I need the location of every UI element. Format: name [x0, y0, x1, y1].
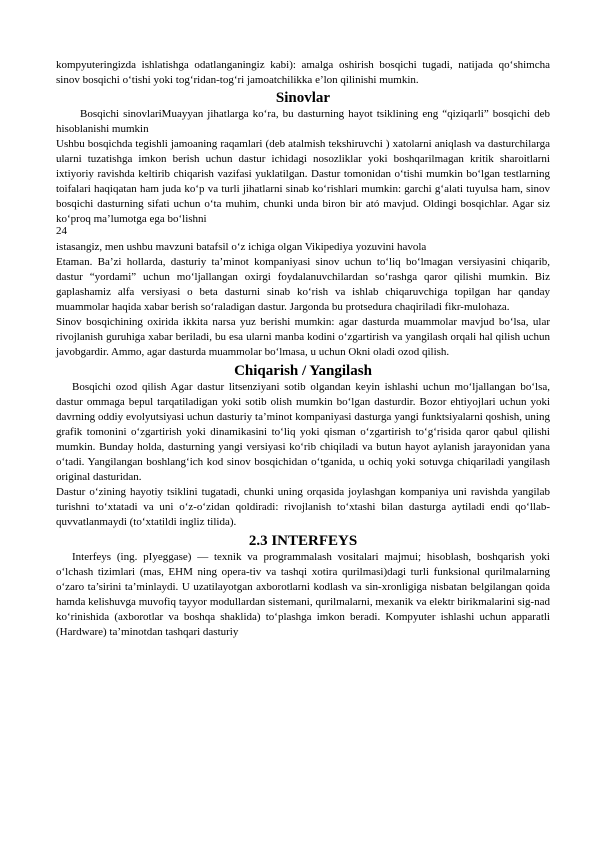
heading-chiqarish-yangilash: Chiqarish / Yangilash: [234, 363, 372, 379]
paragraph-sinov-oxirida: Sinov bosqichining oxirida ikkita narsa yuz berishi mumkin: agar dasturda muammolar mavjud bo‘lsa, ular rivojlanish guruhiga xabar beriladi, bu esa ularni manba kodini o‘zgartirish va yangilash orqali hal qilish uchun javobgardir. Ammo, agar dasturda muammolar bo‘lmasa, u uchun Okni oladi ozod qilish.: [56, 316, 550, 358]
page-number: 24: [56, 225, 67, 237]
document-page: [56, 58, 550, 640]
paragraph-interfeys: Interfeys (ing. pIyeggase) — texnik va programmalash vositalari majmui; hisoblash, boshqarish yoki o‘lchash tizimlari (mas, EHM ning opera-tiv va tashqi xotira qurilmasi)dagi turli funksional qurilmalarning o‘zaro ta’sirini ta’minlaydi. U uzatilayotgan axborotlarni kodlash va sin-xronligiga nisbatan belgilangan qoida hamda kelishuvga muvofiq tayyor modullardan sistemani, qurilmalarni, mexanik va elektr birikmalarini sig-nad ko‘rinishida (axborotlar va boshqa shaklida) to‘plashga imkon beradi. Kompyuter ishlashi uchun apparatli (Hardware) ta’minotdan tashqari dasturiy: [56, 551, 550, 638]
paragraph-ushbu-bosqichda: Ushbu bosqichda tegishli jamoaning raqamlari (deb atalmish tekshiruvchi ) xatolarni aniqlash va dasturchilarga ularni tuzatishga imkon berish uchun dastur ichidagi nosozliklar yoki boshqarilmagan kritik sharoitlarni ixtiyoriy ravishda keltirib chiqarish vazifasi yuklatilgan. Dastur tomonidan o‘tishi mumkin bo‘lgan testlarning toifalari haqiqatan ham juda ko‘p va turli jihatlarni sinab ko‘rishlari mumkin: garchi g‘alati tuyulsa ham, sinov bosqichi dasturning sifati uchun o‘ta muhim, chunki unda biron bir ató mavjud. Oldingi bosqichlar. Agar siz ko‘proq ma’lumotga ega bo‘lishni: [56, 138, 550, 225]
paragraph-etaman: Etaman. Ba’zi hollarda, dasturiy ta’minot kompaniyasi sinov uchun to‘liq bo‘lmagan versiyasini chiqarib, dastur “yordami” uchun mo‘ljallangan oxirgi foydalanuvchilardan so‘rashga qaror qilishi mumkin. Biz gaplashamiz alfa versiyasi o beta dasturni sinab ko‘rish va ishlab chiqaruvchiga topilgan har qanday muammolar haqida xabar berish so‘raladigan dastur. Jargonda bu protsedura chaqiriladi fikr-mulohaza.: [56, 256, 550, 313]
paragraph-bosqichi-sinovlari: Bosqichi sinovlariMuayyan jihatlarga ko‘ra, bu dasturning hayot tsiklining eng “qiziqarli” bosqichi deb hisoblanishi mumkin: [56, 108, 550, 135]
paragraph-intro: kompyuteringizda ishlatishga odatlanganingiz kabi): amalga oshirish bosqichi tugadi, natijada qo‘shimcha sinov bosqichi o‘tishi yoki tog‘ridan-tog‘ri jamoatchilikka e’lon qilinishi mumkin.: [56, 59, 550, 86]
paragraph-hayotiy-tsikl: Dastur o‘zining hayotiy tsiklini tugatadi, chunki uning orqasida joylashgan kompaniya uni ravishda yangilab turishni to‘xtatadi va uni o‘z-o‘zidan qoldiradi: rivojlanish to‘xtashi bilan dasturga aytiladi endi qo‘llab-quvvatlanmaydi (to‘xtatildi ingliz tilida).: [56, 486, 550, 528]
paragraph-istasangiz: istasangiz, men ushbu mavzuni batafsil o‘z ichiga olgan Vikipediya yozuvini havola: [56, 241, 427, 253]
paragraph-ozod-qilish: Bosqichi ozod qilish Agar dastur litsenziyani sotib olgandan keyin ishlashi uchun mo‘ljallangan bo‘lsa, dastur ommaga bepul tarqatiladigan yoki sotib olish mumkin bo‘lgan dasturdir. Bozor ehtiyojlari uchun yoki davrning oddiy evolyutsiyasi uchun dasturiy ta’minot kompaniyasi dasturga yangi funktsiyalarni qoshish, uning grafik tomonini o‘zgartirish yoki dinamikasini to‘liq yoki qisman o‘zgartirish to‘g‘risida qaror qabul qilishi mumkin. Bunday holda, dasturning yangi versiyasi ko‘rib chiqiladi va butun hayot aylanish jarayonidan yana o‘tadi. Yangilangan boshlang‘ich kod sinov bosqichidan o‘tganida, u ochiq yoki sotuvga chiqariladi yangilash original dasturidan.: [56, 381, 550, 483]
heading-sinovlar: Sinovlar: [275, 90, 331, 106]
heading-interfeys: 2.3 INTERFEYS: [248, 533, 358, 549]
